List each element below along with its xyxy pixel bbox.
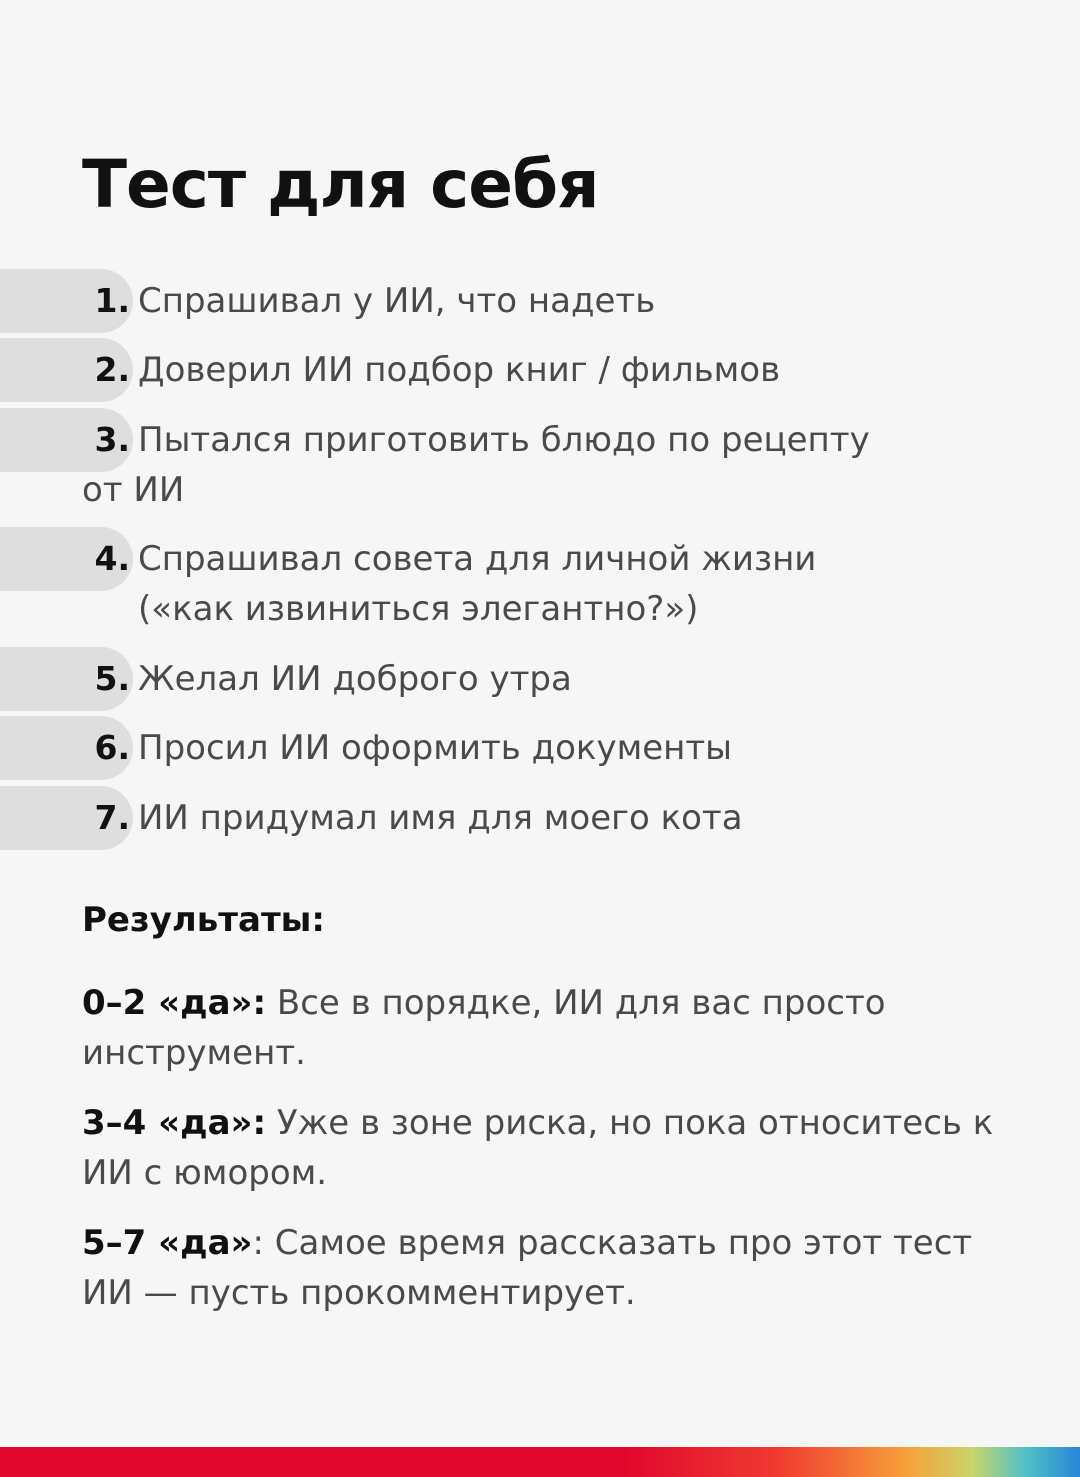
brand-gradient-bar <box>0 1447 1080 1477</box>
page-title: Тест для себя <box>82 146 599 223</box>
item-number: 5. <box>94 659 130 698</box>
item-line: Желал ИИ доброго утра <box>138 659 572 699</box>
item-number: 4. <box>94 539 130 578</box>
result-entry <box>82 978 1002 1078</box>
result-key: 5–7 «да» <box>82 1223 253 1263</box>
result-entry <box>82 1098 1002 1198</box>
item-number: 3. <box>94 420 130 459</box>
item-text <box>138 654 998 704</box>
item-line: Просил ИИ оформить документы <box>138 728 733 768</box>
item-text <box>82 415 998 515</box>
item-line: Спрашивал совета для личной жизни <box>138 539 817 579</box>
result-text: : Самое время рассказать про этот тест ИИ — пусть прокомментирует. <box>82 1223 973 1313</box>
item-text <box>138 345 998 395</box>
result-key: 3–4 «да»: <box>82 1103 267 1143</box>
item-number: 6. <box>94 728 130 767</box>
item-line: Пытался приготовить блюдо по рецепту <box>138 420 870 460</box>
item-line: Спрашивал у ИИ, что надеть <box>138 281 656 321</box>
item-text <box>138 276 998 326</box>
result-text: Все в порядке, ИИ для вас просто инструмент. <box>82 983 886 1073</box>
item-line-continued: («как извиниться элегантно?») <box>138 589 699 629</box>
item-number: 1. <box>94 281 130 320</box>
result-key: 0–2 «да»: <box>82 983 267 1023</box>
result-entry <box>82 1218 1002 1318</box>
item-text <box>138 723 998 773</box>
result-text: Уже в зоне риска, но пока относитесь к ИИ с юмором. <box>82 1103 994 1193</box>
item-line-continued: от ИИ <box>82 470 185 510</box>
item-text <box>138 534 998 634</box>
item-line: Доверил ИИ подбор книг / фильмов <box>138 350 781 390</box>
results-heading: Результаты: <box>82 900 325 940</box>
item-number: 7. <box>94 798 130 837</box>
item-number: 2. <box>94 350 130 389</box>
item-line: ИИ придумал имя для моего кота <box>138 798 743 838</box>
item-text <box>138 793 998 843</box>
